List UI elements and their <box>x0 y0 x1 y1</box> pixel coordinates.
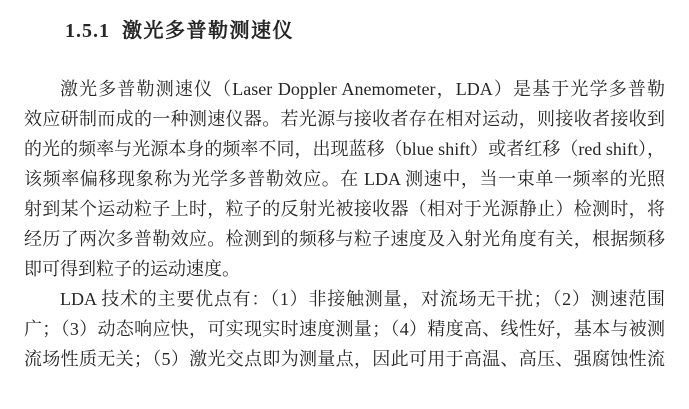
paragraph1-line-1: 激光多普勒测速仪（Laser Doppler Anemometer，LDA）是基于光学多普勒 <box>60 79 665 99</box>
paragraph1-line-4: 该频率偏移现象称为光学多普勒效应。在 LDA 测速中，当一束单一频率的光照 <box>24 169 665 189</box>
paragraph1-line-6: 经历了两次多普勒效应。检测到的频移与粒子速度及入射光角度有关，根据频移 <box>24 229 665 249</box>
paragraph2-line-2: 广；（3）动态响应快，可实现实时速度测量；（4）精度高、线性好，基本与被测 <box>24 319 665 339</box>
section-title: 激光多普勒测速仪 <box>122 20 294 42</box>
section-number: 1.5.1 <box>65 20 110 42</box>
paragraph1-line-5: 射到某个运动粒子上时，粒子的反射光被接收器（相对于光源静止）检测时，将 <box>24 199 665 219</box>
paragraph1-line-2: 效应研制而成的一种测速仪器。若光源与接收者存在相对运动，则接收者接收到 <box>24 109 665 129</box>
section-heading <box>65 15 294 47</box>
paragraph2-line-1: LDA 技术的主要优点有：（1）非接触测量，对流场无干扰；（2）测速范围 <box>60 289 665 309</box>
body-text <box>24 74 665 374</box>
paragraph1-line-3: 的光的频率与光源本身的频率不同，出现蓝移（blue shift）或者红移（red shift）， <box>24 139 665 159</box>
paragraph1-line-7: 即可得到粒子的运动速度。 <box>24 259 240 279</box>
paragraph2-line-3: 流场性质无关；（5）激光交点即为测量点，因此可用于高温、高压、强腐蚀性流 <box>24 349 665 369</box>
